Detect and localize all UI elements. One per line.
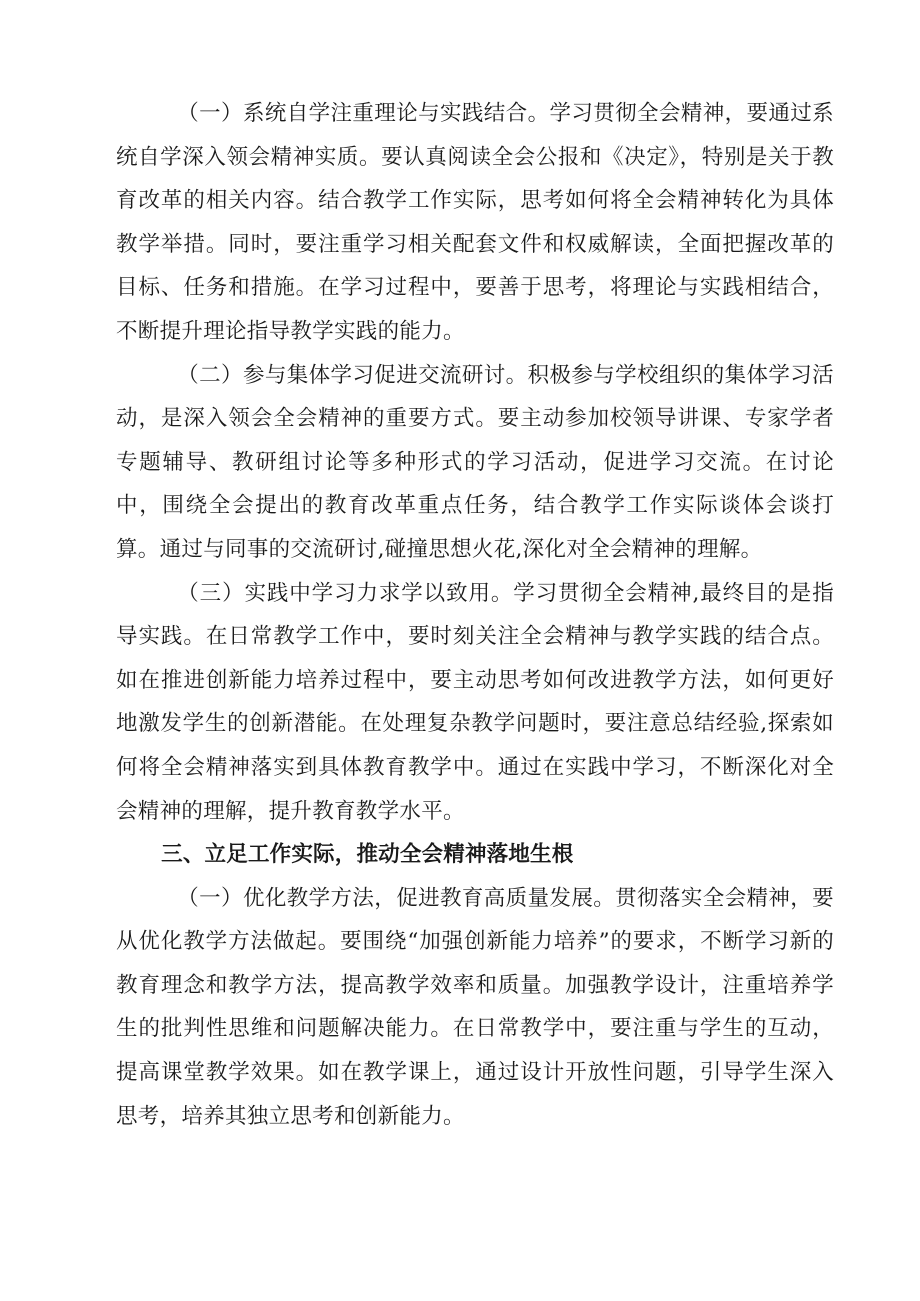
paragraph-study-self: （一）系统自学注重理论与实践结合。学习贯彻全会精神，要通过系统自学深入领会精神实质。要认真阅读全会公报和《决定》，特别是关于教育改革的相关内容。结合教学工作实际，思考如何将全会精神转化为具体教学举措。同时，要注重学习相关配套文件和权威解读，全面把握改革的目标、任务和措施。在学习过程中，要善于思考，将理论与实践相结合，不断提升理论指导教学实践的能力。 <box>116 101 834 344</box>
paragraph-teaching-methods: （一）优化教学方法，促进教育高质量发展。贯彻落实全会精神，要从优化教学方法做起。要围绕“加强创新能力培养”的要求，不断学习新的教育理念和教学方法，提高教学效率和质量。加强教学设计，注重培养学生的批判性思维和问题解决能力。在日常教学中，要注重与学生的互动，提高课堂教学效果。如在教学课上，通过设计开放性问题，引导学生深入思考，培养其独立思考和创新能力。 <box>116 885 834 1129</box>
paragraph-study-practice: （三）实践中学习力求学以致用。学习贯彻全会精神,最终目的是指导实践。在日常教学工作中，要时刻关注全会精神与教学实践的结合点。如在推进创新能力培养过程中，要主动思考如何改进教学方法，如何更好地激发学生的创新潜能。在处理复杂教学问题时，要注意总结经验,探索如何将全会精神落实到具体教育教学中。通过在实践中学习，不断深化对全会精神的理解，提升教育教学水平。 <box>116 580 834 824</box>
section-heading: 三、立足工作实际，推动全会精神落地生根 <box>161 842 574 868</box>
paragraph-study-collective: （二）参与集体学习促进交流研讨。积极参与学校组织的集体学习活动，是深入领会全会精神的重要方式。要主动参加校领导讲课、专家学者专题辅导、教研组讨论等多种形式的学习活动，促进学习交流。在讨论中，围绕全会提出的教育改革重点任务，结合教学工作实际谈体会谈打算。通过与同事的交流研讨,碰撞思想火花,深化对全会精神的理解。 <box>116 362 834 562</box>
document-page <box>116 92 834 1138</box>
